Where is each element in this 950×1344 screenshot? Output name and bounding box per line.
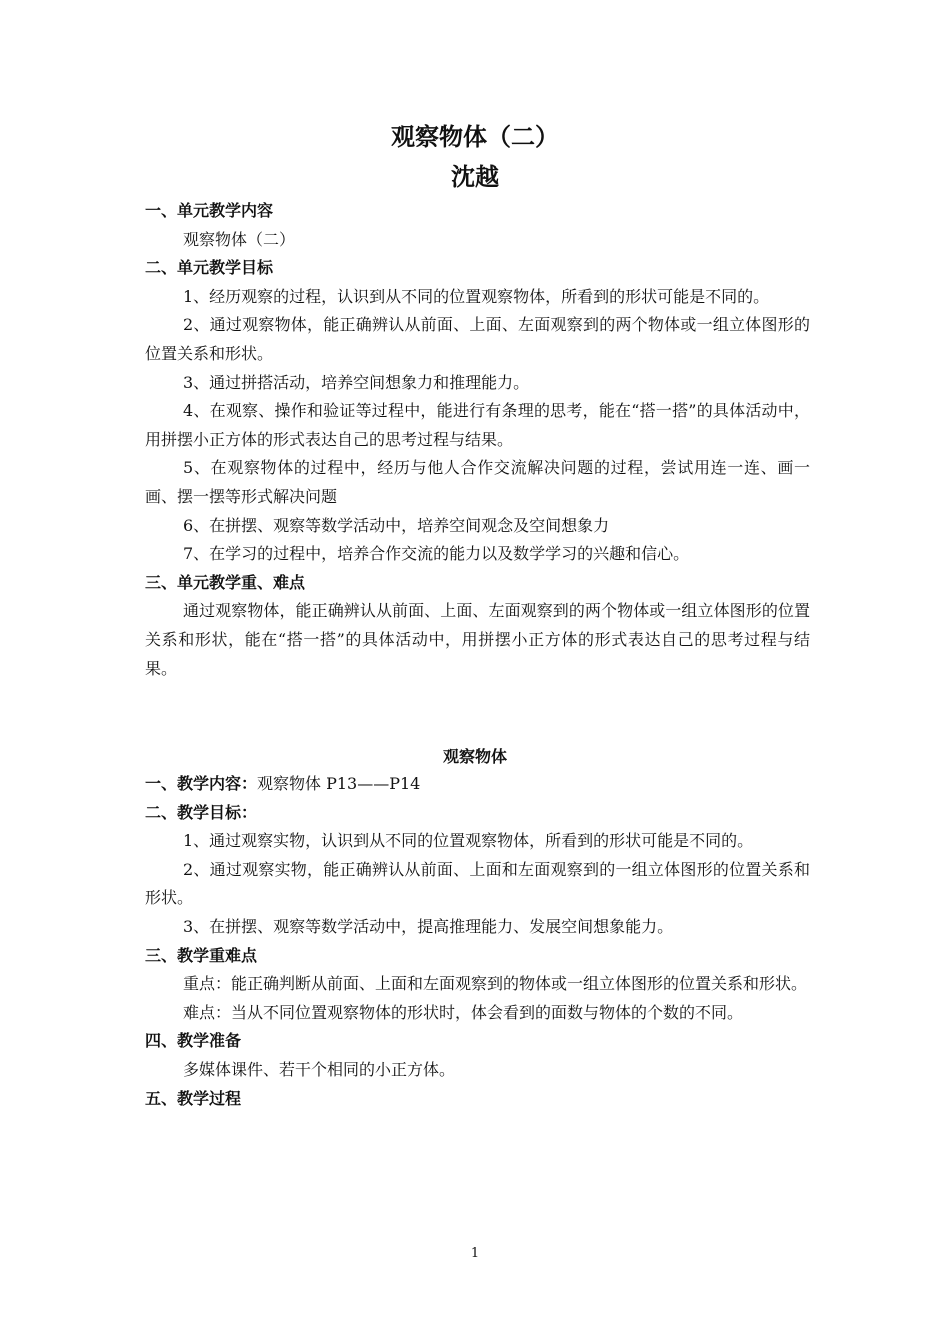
unit-section — [145, 197, 810, 683]
lesson-difficult-point: 难点：当从不同位置观察物体的形状时，体会看到的面数与物体的个数的不同。 — [183, 1002, 744, 1022]
unit-keypoints-text: 通过观察物体，能正确辨认从前面、上面、左面观察到的两个物体或一组立体图形的位置关系和形状，能在“搭一搭”的具体活动中，用拼摆小正方体的形式表达自己的思考过程与结果。 — [145, 601, 810, 678]
lesson-content-text: 观察物体 P13——P14 — [257, 774, 421, 793]
unit-content-heading: 一、单元教学内容 — [145, 201, 274, 220]
unit-content-text: 观察物体（二） — [183, 229, 296, 249]
unit-goals-heading: 二、单元教学目标 — [145, 258, 274, 278]
lesson-goals-heading: 二、教学目标： — [145, 802, 258, 822]
page-number: 1 — [470, 1246, 480, 1261]
lesson-process-heading: 五、教学过程 — [145, 1088, 242, 1108]
document-title: 观察物体（二） — [391, 123, 559, 151]
lesson-goal-3: 3、在拼摆、观察等数学活动中，提高推理能力、发展空间想象能力。 — [183, 916, 674, 936]
unit-goal-6: 6、在拼摆、观察等数学活动中，培养空间观念及空间想象力 — [183, 515, 610, 535]
lesson-content-heading: 一、教学内容： — [145, 774, 258, 793]
unit-goal-1: 1、经历观察的过程，认识到从不同的位置观察物体，所看到的形状可能是不同的。 — [183, 286, 770, 306]
author-name: 沈越 — [451, 163, 499, 191]
lesson-prep-heading: 四、教学准备 — [145, 1031, 242, 1051]
lesson-section — [145, 770, 810, 1113]
unit-goal-7: 7、在学习的过程中，培养合作交流的能力以及数学学习的兴趣和信心。 — [183, 544, 690, 564]
unit-goal-3: 3、通过拼搭活动，培养空间想象力和推理能力。 — [183, 372, 530, 392]
unit-goal-4: 4、在观察、操作和验证等过程中，能进行有条理的思考，能在“搭一搭”的具体活动中，用拼摆小正方体的形式表达自己的思考过程与结果。 — [145, 401, 810, 449]
lesson-key-point: 重点：能正确判断从前面、上面和左面观察到的物体或一组立体图形的位置关系和形状。 — [183, 974, 808, 994]
lesson-content-line — [145, 770, 810, 799]
unit-keypoints-heading: 三、单元教学重、难点 — [145, 572, 306, 592]
unit-goal-5: 5、在观察物体的过程中，经历与他人合作交流解决问题的过程，尝试用连一连、画一画、摆一摆等形式解决问题 — [145, 458, 810, 506]
unit-goal-2: 2、通过观察物体，能正确辨认从前面、上面、左面观察到的两个物体或一组立体图形的位置关系和形状。 — [145, 315, 810, 363]
lesson-title: 观察物体 — [442, 747, 507, 766]
lesson-keypoints-heading: 三、教学重难点 — [145, 945, 258, 965]
lesson-prep-text: 多媒体课件、若干个相同的小正方体。 — [183, 1059, 456, 1079]
lesson-goal-1: 1、通过观察实物，认识到从不同的位置观察物体，所看到的形状可能是不同的。 — [183, 831, 754, 851]
lesson-goal-2: 2、通过观察实物，能正确辨认从前面、上面和左面观察到的一组立体图形的位置关系和形状。 — [145, 859, 810, 908]
